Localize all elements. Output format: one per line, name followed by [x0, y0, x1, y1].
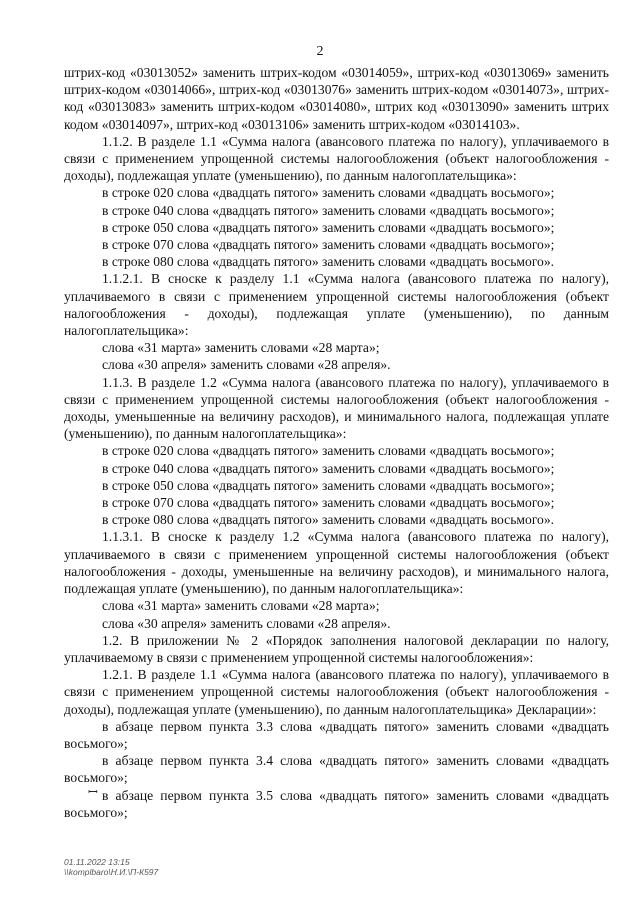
- page-number: 2: [316, 44, 324, 59]
- list-item: в строке 020 слова «двадцать пятого» заменить словами «двадцать восьмого»;: [102, 185, 555, 201]
- list-item: слова «31 марта» заменить словами «28 марта»;: [102, 598, 380, 614]
- handwritten-mark: ꟷ: [88, 785, 98, 799]
- paragraph: 1.1.3.1. В сноске к разделу 1.2 «Сумма налога (авансового платежа по налогу), уплачиваемого в связи с применением упрощенной системы налогообложения (объект налогообложения - доходы, уменьшенные на величину расходов), и минимального налога, подлежащая уплате (уменьшению), по данным налогоплательщика»:: [64, 529, 609, 597]
- list-item: в строке 070 слова «двадцать пятого» заменить словами «двадцать восьмого»;: [102, 237, 555, 253]
- paragraph: в абзаце первом пункта 3.4 слова «двадцать пятого» заменить словами «двадцать восьмого»;: [64, 753, 609, 786]
- footer-code: \\komplbaro\Н.И.\П-К597: [64, 867, 159, 877]
- paragraph: 1.1.2. В разделе 1.1 «Сумма налога (авансового платежа по налогу), уплачиваемого в связи с применением упрощенной системы налогообложения (объект налогообложения - доходы), подлежащая уплате (уменьшению), по данным налогоплательщика»:: [64, 133, 609, 184]
- list-item: слова «31 марта» заменить словами «28 марта»;: [102, 340, 380, 356]
- paragraph: 1.1.2.1. В сноске к разделу 1.1 «Сумма налога (авансового платежа по налогу), уплачиваемого в связи с применением упрощенной системы налогообложения (объект налогообложения - доходы), подлежащая уплате (уменьшению), по данным налогоплательщика»:: [64, 271, 609, 339]
- paragraph: в абзаце первом пункта 3.5 слова «двадцать пятого» заменить словами «двадцать восьмого»;: [64, 787, 609, 820]
- list-item: в строке 080 слова «двадцать пятого» заменить словами «двадцать восьмого».: [102, 512, 555, 528]
- document-body: [64, 64, 609, 821]
- list-item: в строке 040 слова «двадцать пятого» заменить словами «двадцать восьмого»;: [102, 202, 555, 218]
- paragraph: 1.2. В приложении № 2 «Порядок заполнения налоговой декларации по налогу, уплачиваемому в связи с применением упрощенной системы налогообложения»:: [64, 632, 609, 665]
- list-item: в строке 040 слова «двадцать пятого» заменить словами «двадцать восьмого»;: [102, 460, 555, 476]
- list-item: в строке 050 слова «двадцать пятого» заменить словами «двадцать восьмого»;: [102, 219, 555, 235]
- paragraph: 1.1.3. В разделе 1.2 «Сумма налога (авансового платежа по налогу), уплачиваемого в связи с применением упрощенной системы налогообложения (объект налогообложения - доходы, уменьшенные на величину расходов), и минимального налога, подлежащая уплате (уменьшению), по данным налогоплательщика»:: [64, 374, 609, 442]
- paragraph: 1.2.1. В разделе 1.1 «Сумма налога (авансового платежа по налогу), уплачиваемого в связи с применением упрощенной системы налогообложения (объект налогообложения - доходы), подлежащая уплате (уменьшению), по данным налогоплательщика» Декларации»:: [64, 667, 609, 717]
- list-item: в строке 070 слова «двадцать пятого» заменить словами «двадцать восьмого»;: [102, 495, 555, 511]
- list-item: в строке 020 слова «двадцать пятого» заменить словами «двадцать восьмого»;: [102, 443, 555, 459]
- list-item: в строке 050 слова «двадцать пятого» заменить словами «двадцать восьмого»;: [102, 477, 555, 493]
- list-item: слова «30 апреля» заменить словами «28 апреля».: [102, 615, 391, 631]
- footer-date: 01.11.2022 13:15: [64, 857, 130, 867]
- list-item: в строке 080 слова «двадцать пятого» заменить словами «двадцать восьмого».: [102, 254, 555, 270]
- document-footer: [64, 857, 158, 877]
- list-item: слова «30 апреля» заменить словами «28 апреля».: [102, 357, 391, 373]
- paragraph: штрих-код «03013052» заменить штрих-кодом «03014059», штрих-код «03013069» заменить штрих-кодом «03014066», штрих-код «03013076» заменить штрих-кодом «03014073», штрих-код «03013083» заменить штрих-кодом «03014080», штрих код «03013090» заменить штрих кодом «03014097», штрих-код «03013106» заменить штрих-кодом «03014103».: [64, 65, 609, 132]
- paragraph: в абзаце первом пункта 3.3 слова «двадцать пятого» заменить словами «двадцать восьмого»;: [64, 718, 609, 751]
